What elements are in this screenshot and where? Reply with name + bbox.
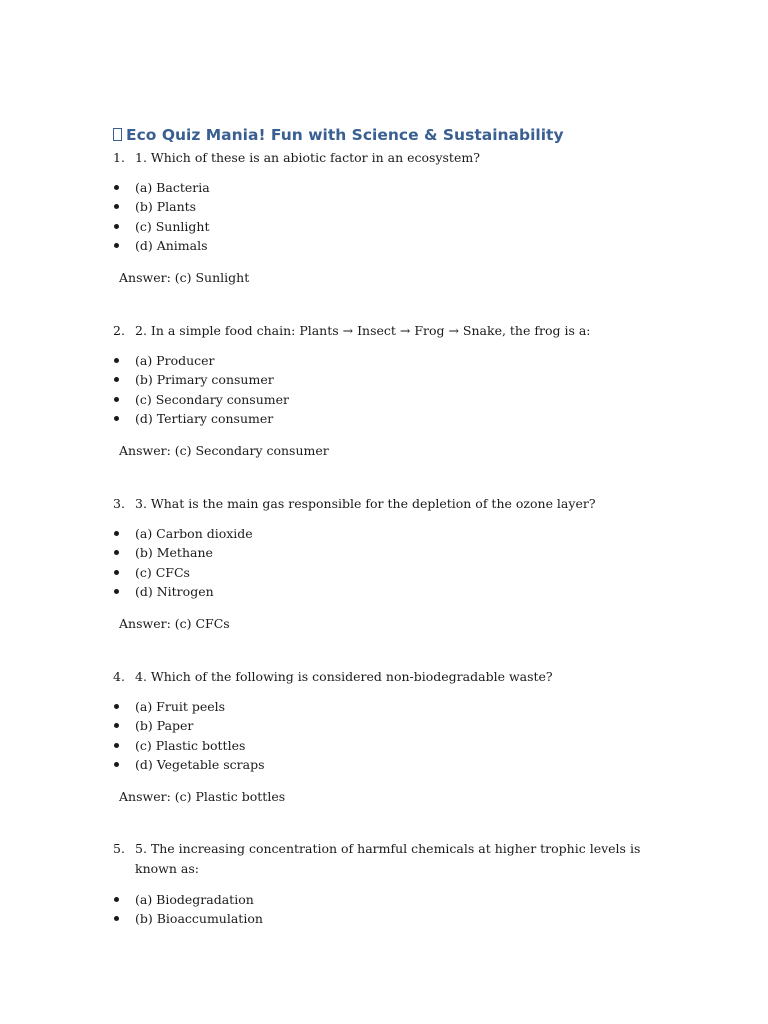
option-text: (b) Methane xyxy=(135,545,213,561)
list-item xyxy=(113,236,653,255)
question-4 xyxy=(113,667,653,807)
list-item xyxy=(113,697,653,716)
list-item xyxy=(113,351,653,370)
option-text: (c) Secondary consumer xyxy=(135,391,289,407)
list-item xyxy=(113,736,653,755)
question-text: 1. Which of these is an abiotic factor in an ecosystem? xyxy=(135,150,480,165)
list-item xyxy=(113,543,653,562)
question-1 xyxy=(113,148,653,288)
question-text: 4. Which of the following is considered non-biodegradable waste? xyxy=(135,669,553,684)
list-item xyxy=(113,217,653,236)
option-text: (b) Bioaccumulation xyxy=(135,911,263,927)
list-item xyxy=(113,197,653,216)
quiz-title xyxy=(113,124,564,146)
option-list xyxy=(113,697,653,774)
bullet xyxy=(113,236,135,255)
bullet xyxy=(113,409,135,428)
quiz-title-text: Eco Quiz Mania! Fun with Science & Sustainability xyxy=(126,126,564,144)
option-text: (c) Sunlight xyxy=(135,218,210,234)
question-text: 2. In a simple food chain: Plants → Insect → Frog → Snake, the frog is a: xyxy=(135,323,591,338)
list-item xyxy=(113,716,653,735)
bullet xyxy=(113,351,135,370)
bullet xyxy=(113,890,135,909)
answer-text: Answer: (c) CFCs xyxy=(119,616,230,632)
list-item xyxy=(113,524,653,543)
question-3 xyxy=(113,494,653,634)
option-text: (d) Nitrogen xyxy=(135,583,214,599)
list-item xyxy=(113,582,653,601)
option-text: (a) Carbon dioxide xyxy=(135,526,253,541)
question-number: 4. xyxy=(113,669,125,684)
leaf-icon xyxy=(113,128,122,141)
option-text: (d) Vegetable scraps xyxy=(135,756,265,772)
option-list xyxy=(113,351,653,428)
list-item xyxy=(113,390,653,409)
question-number: 2. xyxy=(113,323,125,338)
list-item xyxy=(113,178,653,197)
list-item xyxy=(113,890,653,909)
question-text: 3. What is the main gas responsible for the depletion of the ozone layer? xyxy=(135,496,596,511)
question-number: 3. xyxy=(113,496,125,511)
list-item xyxy=(113,409,653,428)
bullet xyxy=(113,697,135,716)
question-number: 1. xyxy=(113,150,125,165)
option-text: (c) Plastic bottles xyxy=(135,737,246,753)
bullet xyxy=(113,524,135,543)
answer-text: Answer: (c) Sunlight xyxy=(119,270,250,286)
option-text: (b) Primary consumer xyxy=(135,372,274,388)
question-5 xyxy=(113,839,653,929)
list-item xyxy=(113,909,653,928)
answer-text: Answer: (c) Plastic bottles xyxy=(119,789,286,805)
bullet xyxy=(113,909,135,928)
bullet xyxy=(113,370,135,389)
option-text: (d) Animals xyxy=(135,237,208,253)
question-number: 5. xyxy=(113,841,125,856)
bullet xyxy=(113,582,135,601)
option-text: (a) Bacteria xyxy=(135,180,210,195)
bullet xyxy=(113,197,135,216)
question-2 xyxy=(113,321,653,461)
bullet xyxy=(113,736,135,755)
bullet xyxy=(113,563,135,582)
option-text: (c) CFCs xyxy=(135,564,190,580)
answer-text: Answer: (c) Secondary consumer xyxy=(119,443,329,459)
option-list xyxy=(113,524,653,601)
option-list xyxy=(113,178,653,255)
option-text: (d) Tertiary consumer xyxy=(135,410,274,426)
bullet xyxy=(113,755,135,774)
bullet xyxy=(113,716,135,735)
question-text: 5. The increasing concentration of harmful chemicals at higher trophic levels is known as: xyxy=(135,841,641,876)
bullet xyxy=(113,543,135,562)
option-text: (a) Producer xyxy=(135,353,215,368)
bullet xyxy=(113,217,135,236)
bullet xyxy=(113,390,135,409)
option-text: (a) Biodegradation xyxy=(135,892,254,907)
option-list xyxy=(113,890,653,929)
list-item xyxy=(113,563,653,582)
list-item xyxy=(113,755,653,774)
option-text: (b) Plants xyxy=(135,199,197,215)
option-text: (b) Paper xyxy=(135,718,194,734)
option-text: (a) Fruit peels xyxy=(135,699,226,714)
bullet xyxy=(113,178,135,197)
list-item xyxy=(113,370,653,389)
